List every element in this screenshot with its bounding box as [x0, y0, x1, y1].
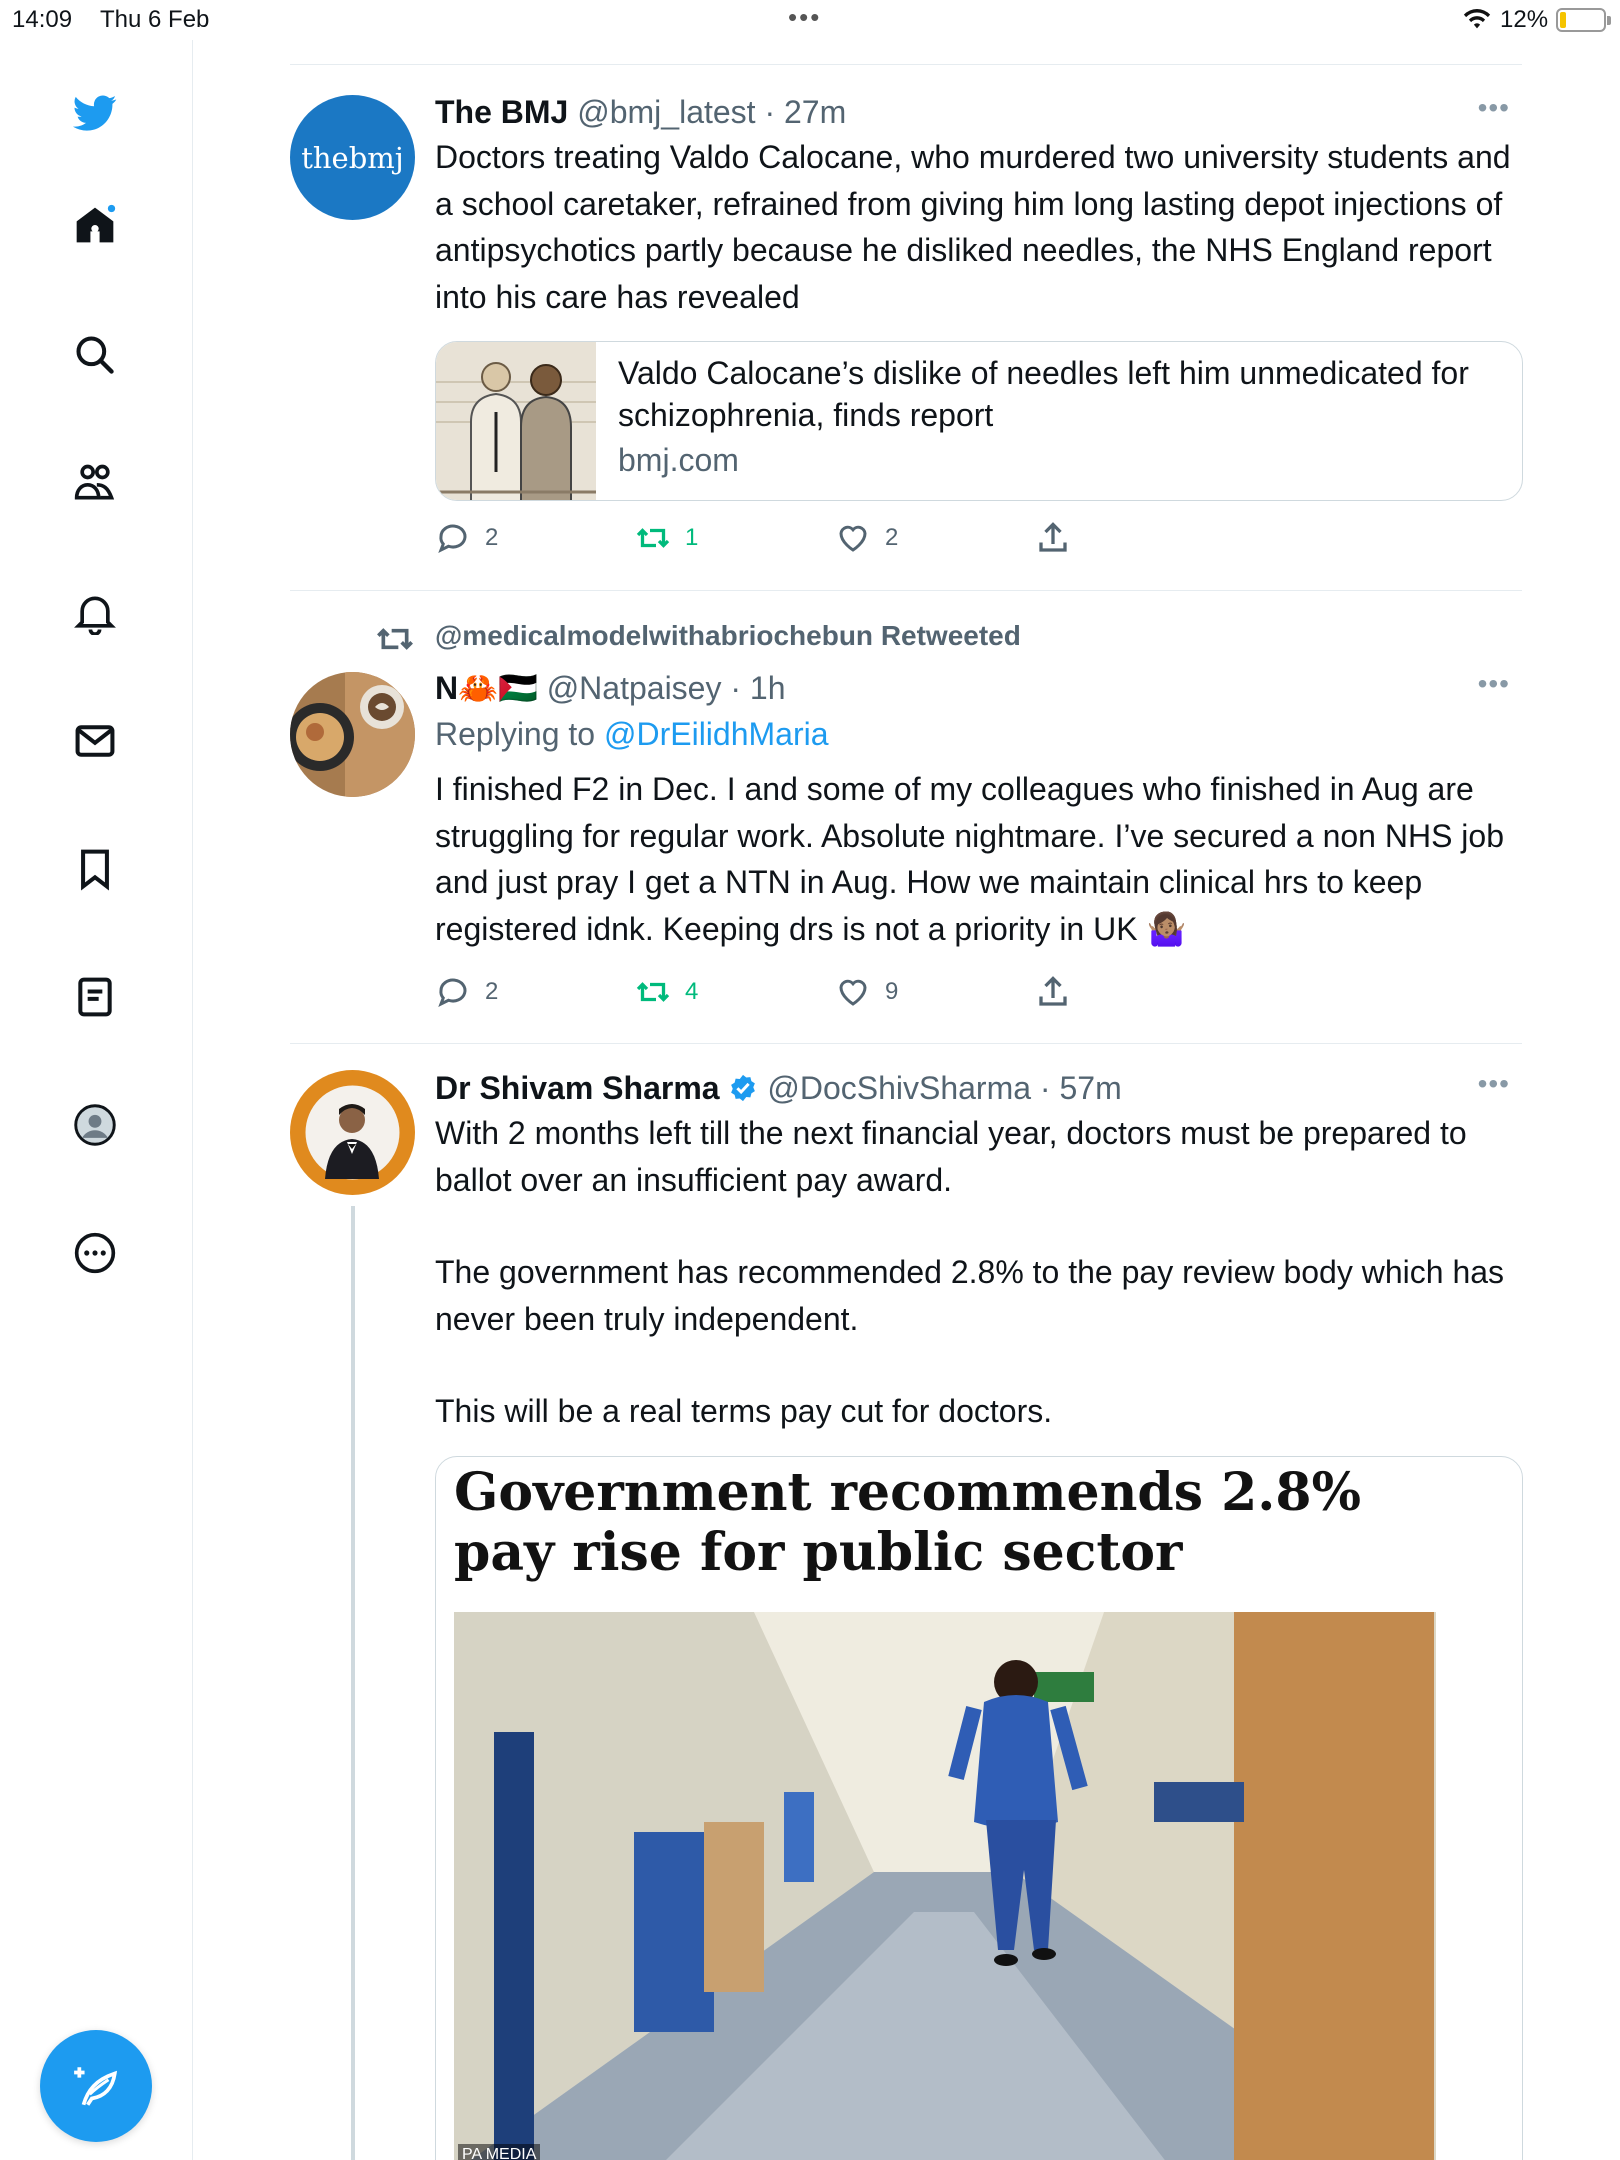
timeline [290, 0, 1522, 2160]
lists-icon[interactable] [70, 972, 120, 1022]
divider [290, 590, 1522, 591]
reply-button[interactable] [435, 520, 498, 556]
tweet-text: I finished F2 in Dec. I and some of my colleagues who finished in Aug are struggling for regular work. Absolute nightmare. I’ve secured a non NHS job and just pray I get a NTN in Aug. How we maintain clinical hrs to keep registered idnk. Keeping drs is not a priority in UK 🤷🏽‍♀️ [435, 771, 1504, 947]
like-button[interactable] [835, 974, 898, 1010]
tweet-text: Doctors treating Valdo Calocane, who murdered two university students and a school caretaker, refrained from giving him long lasting depot injections of antipsychotics partly because he disliked needles, the NHS England report into his care has revealed [435, 139, 1511, 315]
multitasking-dots-icon[interactable]: ••• [788, 2, 822, 32]
author-name[interactable]: Dr Shivam Sharma [435, 1070, 720, 1106]
retweet-button[interactable] [635, 974, 698, 1010]
like-count: 9 [885, 978, 899, 1005]
heart-icon [835, 520, 871, 556]
retweet-button[interactable] [635, 520, 698, 556]
reply-count: 2 [485, 978, 499, 1005]
author-name[interactable]: N🦀🇵🇸 [435, 670, 538, 706]
author-name[interactable]: The BMJ [435, 94, 569, 130]
tweet-text-paragraph-2: The government has recommended 2.8% to the pay review body which has never been truly independent. [435, 1254, 1505, 1337]
more-options-icon[interactable]: ••• [1477, 668, 1510, 699]
retweet-icon [635, 520, 671, 556]
verified-badge-icon [728, 1073, 758, 1103]
battery-percent: 12% [1500, 6, 1549, 33]
retweet-icon [635, 974, 671, 1010]
tweet-time[interactable]: 1h [749, 670, 786, 706]
media-headline: Government recommends 2.8% pay rise for public sector [454, 1462, 1362, 1583]
link-card-thumbnail [436, 342, 596, 501]
tweet-time[interactable]: 57m [1059, 1070, 1122, 1106]
tweet-actions [435, 974, 1135, 1014]
tweet-text-paragraph-3: This will be a real terms pay cut for doctors. [435, 1393, 1053, 1429]
divider [290, 1043, 1522, 1044]
link-card-title: Valdo Calocane’s dislike of needles left him unmedicated for schizophrenia, finds report [618, 355, 1469, 433]
twitter-logo-icon[interactable] [70, 88, 120, 138]
photo-credit: PA MEDIA [458, 2144, 540, 2160]
author-handle[interactable]: @Natpaisey [546, 670, 722, 706]
share-button[interactable] [1035, 520, 1071, 556]
author-handle[interactable]: @bmj_latest [577, 94, 756, 130]
like-button[interactable] [835, 520, 898, 556]
more-icon[interactable] [70, 1228, 120, 1278]
tweet-content [435, 668, 1515, 952]
reply-count: 2 [485, 524, 499, 551]
more-options-icon[interactable]: ••• [1477, 92, 1510, 123]
avatar-natpaisey[interactable] [290, 672, 415, 797]
like-count: 2 [885, 524, 899, 551]
status-time: 14:09 [12, 6, 73, 33]
heart-icon [835, 974, 871, 1010]
more-options-icon[interactable]: ••• [1477, 1068, 1510, 1099]
reply-icon [435, 974, 471, 1010]
link-card[interactable] [435, 341, 1523, 501]
messages-icon[interactable] [70, 716, 120, 766]
tweet-content [435, 92, 1515, 320]
tweet-time[interactable]: 27m [784, 94, 847, 130]
notifications-icon[interactable] [70, 588, 120, 638]
status-date: Thu 6 Feb [100, 6, 210, 33]
tweet-actions [435, 520, 1135, 560]
profile-icon[interactable] [70, 1100, 120, 1150]
replying-to [435, 714, 1515, 754]
reply-icon [435, 520, 471, 556]
replying-to-handle[interactable]: @DrEilidhMaria [603, 716, 829, 752]
compose-feather-icon [71, 2061, 121, 2111]
share-icon [1035, 520, 1071, 556]
share-icon [1035, 974, 1071, 1010]
author-handle[interactable]: @DocShivSharma [767, 1070, 1032, 1106]
avatar-bmj[interactable] [290, 95, 415, 220]
tweet-header: Dr Shivam Sharma @DocShivSharma · 57m [435, 1070, 1122, 1106]
tweet-header: The BMJ @bmj_latest · 27m [435, 94, 847, 130]
retweet-count: 1 [685, 524, 699, 551]
thread-connector-line [351, 1206, 355, 2160]
tweet-content [435, 1068, 1515, 1435]
retweet-count: 4 [685, 978, 699, 1005]
avatar-bmj-logo: thebmj [301, 140, 404, 175]
communities-icon[interactable] [70, 458, 120, 508]
bookmarks-icon[interactable] [70, 844, 120, 894]
replying-to-label: Replying to [435, 716, 596, 752]
avatar-docshivsharma[interactable] [290, 1070, 415, 1195]
share-button[interactable] [1035, 974, 1071, 1010]
tweet-header: N🦀🇵🇸 @Natpaisey · 1h [435, 670, 786, 706]
link-card-domain: bmj.com [618, 442, 739, 478]
media-photo-hospital-corridor [454, 1612, 1436, 2160]
search-icon[interactable] [70, 330, 120, 380]
home-icon[interactable] [70, 200, 120, 250]
tweet-text-paragraph-1: With 2 months left till the next financial year, doctors must be prepared to ballot over an insufficient pay award. [435, 1115, 1467, 1198]
retweeted-by-label[interactable]: @medicalmodelwithabriochebun Retweeted [435, 620, 1021, 651]
divider [290, 64, 1522, 65]
compose-tweet-button[interactable] [40, 2030, 152, 2142]
retweeted-icon [375, 619, 415, 659]
media-card[interactable] [435, 1456, 1523, 2160]
sidebar-nav [0, 40, 193, 2160]
battery-icon [1556, 8, 1606, 32]
reply-button[interactable] [435, 974, 498, 1010]
